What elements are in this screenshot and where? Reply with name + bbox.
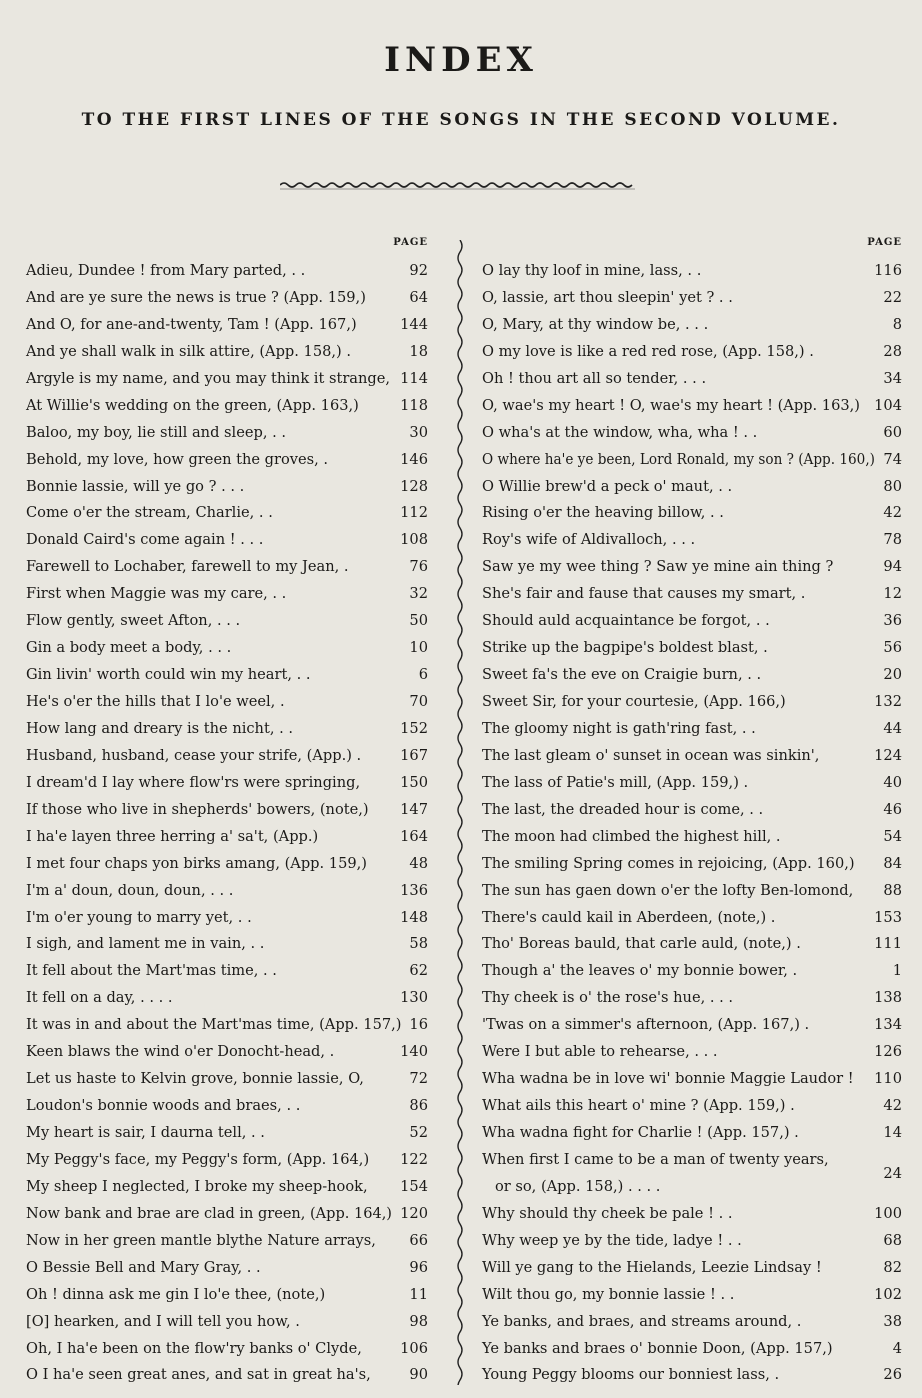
entry-first-line: Saw ye my wee thing ? Saw ye mine ain thing ? (482, 558, 834, 576)
index-entry (482, 366, 902, 393)
left-entry-list (26, 258, 428, 1389)
index-entry (26, 1147, 428, 1174)
entry-first-line: Tho' Boreas bauld, that carle auld, (note,) . (482, 935, 801, 953)
entry-page-number: 12 (883, 585, 902, 603)
index-entry (482, 581, 902, 608)
index-entry (482, 985, 902, 1012)
index-entry (482, 1012, 902, 1039)
entry-first-line: My sheep I neglected, I broke my sheep-hook, (26, 1177, 368, 1195)
entry-page-number: 4 (892, 1339, 902, 1357)
entry-page-number: 111 (874, 935, 902, 953)
entry-first-line: Gin livin' worth could win my heart, . . (26, 666, 311, 684)
index-entry (26, 905, 428, 932)
entry-page-number: 96 (409, 1258, 428, 1276)
index-entry (482, 905, 902, 932)
entry-first-line: O my love is like a red red rose, (App. 158,) . (482, 342, 814, 360)
entry-page-number: 8 (892, 315, 902, 333)
entry-first-line: I'm a' doun, doun, doun, . . . (26, 881, 234, 899)
entry-first-line: Strike up the bagpipe's boldest blast, . (482, 639, 768, 657)
entry-page-number: 80 (883, 477, 902, 495)
entry-page-number: 134 (874, 1016, 902, 1034)
entry-page-number: 32 (409, 585, 428, 603)
entry-first-line: And ye shall walk in silk attire, (App. 158,) . (26, 342, 352, 360)
index-entry (26, 770, 428, 797)
index-entry (26, 1362, 428, 1389)
entry-page-number: 124 (874, 746, 902, 764)
index-entry (482, 1336, 902, 1363)
entry-first-line: Rising o'er the heaving billow, . . (482, 504, 724, 522)
entry-page-number: 118 (400, 396, 428, 414)
right-column (482, 236, 902, 1389)
entry-first-line: The last, the dreaded hour is come, . . (482, 800, 764, 818)
entry-first-line: The last gleam o' sunset in ocean was sinkin', (482, 746, 820, 764)
entry-page-number: 48 (409, 854, 428, 872)
entry-first-line: Behold, my love, how green the groves, . (26, 450, 329, 468)
left-column (26, 236, 428, 1389)
index-entry (482, 474, 902, 501)
entry-page-number: 110 (874, 1070, 902, 1088)
index-entry (482, 527, 902, 554)
entry-first-line: [O] hearken, and I will tell you how, . (26, 1312, 300, 1330)
entry-first-line: Come o'er the stream, Charlie, . . (26, 504, 273, 522)
index-entry (26, 1174, 428, 1201)
entry-page-number: 114 (400, 369, 428, 387)
entry-page-number: 147 (400, 800, 428, 818)
index-entry (482, 1228, 902, 1255)
entry-page-number: 104 (874, 396, 902, 414)
index-entry (482, 743, 902, 770)
entry-page-number: 164 (400, 827, 428, 845)
entry-page-number: 50 (409, 612, 428, 630)
index-entry (482, 1255, 902, 1282)
entry-page-number: 46 (883, 800, 902, 818)
entry-page-number: 72 (409, 1070, 428, 1088)
entry-page-number: 130 (400, 989, 428, 1007)
index-entry (26, 581, 428, 608)
entry-page-number: 82 (883, 1258, 902, 1276)
index-entry (26, 1066, 428, 1093)
entry-first-line: It was in and about the Mart'mas time, (App. 157,) (26, 1016, 402, 1034)
index-entry (26, 608, 428, 635)
entry-first-line: I dream'd I lay where flow'rs were springing, (26, 773, 361, 791)
entry-page-number: 11 (409, 1285, 428, 1303)
entry-first-line: Baloo, my boy, lie still and sleep, . . (26, 423, 287, 441)
entry-first-line: Loudon's bonnie woods and braes, . . (26, 1097, 301, 1115)
index-entry (26, 1309, 428, 1336)
entry-page-number: 42 (883, 1097, 902, 1115)
entry-page-number: 54 (883, 827, 902, 845)
entry-first-line: My heart is sair, I daurna tell, . . (26, 1124, 265, 1141)
index-entry (26, 824, 428, 851)
index-entry (26, 447, 428, 474)
entry-page-number: 78 (883, 531, 902, 549)
entry-page-number: 98 (409, 1312, 428, 1330)
entry-first-line: Though a' the leaves o' my bonnie bower, . (482, 962, 798, 980)
index-entry (26, 474, 428, 501)
entry-first-line: Let us haste to Kelvin grove, bonnie lassie, O, (26, 1070, 364, 1088)
entry-page-number: 128 (400, 477, 428, 495)
entry-page-number: 153 (874, 908, 902, 926)
entry-page-number: 144 (400, 315, 428, 333)
index-entry (482, 770, 902, 797)
entry-page-number: 106 (400, 1339, 428, 1357)
entry-first-line: O Willie brew'd a peck o' maut, . . (482, 477, 733, 495)
entry-first-line: She's fair and fause that causes my smart, . (482, 585, 806, 603)
index-entry (26, 931, 428, 958)
entry-continuation-line: or so, (App. 158,) . . . . (495, 1177, 661, 1195)
entry-page-number: 62 (409, 962, 428, 980)
page-subtitle: TO THE FIRST LINES OF THE SONGS IN THE SECOND VOLUME. (81, 110, 841, 130)
entry-first-line: Thy cheek is o' the rose's hue, . . . (482, 989, 734, 1007)
entry-first-line: O wha's at the window, wha, wha ! . . (482, 423, 758, 441)
index-entry (482, 285, 902, 312)
entry-first-line: Farewell to Lochaber, farewell to my Jean, . (26, 558, 349, 576)
index-entry (482, 339, 902, 366)
index-entry (26, 1120, 428, 1147)
index-entry (26, 258, 428, 285)
entry-first-line: O, wae's my heart ! O, wae's my heart ! (App. 163,) (482, 396, 860, 414)
right-entry-list (482, 258, 902, 1389)
entry-first-line: Oh ! thou art all so tender, . . . (482, 369, 707, 387)
entry-page-number: 92 (409, 262, 428, 279)
entry-page-number: 42 (883, 504, 902, 522)
entry-first-line: Donald Caird's come again ! . . . (26, 531, 264, 549)
entry-first-line: At Willie's wedding on the green, (App. 163,) (26, 396, 359, 414)
entry-page-number: 150 (400, 773, 428, 791)
entry-first-line: Now in her green mantle blythe Nature arrays, (26, 1231, 376, 1249)
entry-page-number: 120 (400, 1204, 428, 1222)
entry-first-line: When first I came to be a man of twenty years, (482, 1150, 829, 1168)
entry-page-number: 14 (883, 1124, 902, 1141)
entry-page-number: 94 (883, 558, 902, 576)
entry-first-line: I'm o'er young to marry yet, . . (26, 908, 252, 926)
entry-first-line: It fell about the Mart'mas time, . . (26, 962, 277, 980)
entry-page-number: 22 (883, 288, 902, 306)
entry-page-number: 88 (883, 881, 902, 899)
entry-page-number: 56 (883, 639, 902, 657)
entry-page-number: 20 (883, 666, 902, 684)
index-entry (482, 608, 902, 635)
entry-first-line: Oh, I ha'e been on the flow'ry banks o' Clyde, (26, 1339, 362, 1357)
entry-page-number: 146 (400, 450, 428, 468)
entry-page-number: 60 (883, 423, 902, 441)
index-entry (482, 662, 902, 689)
entry-first-line: O Bessie Bell and Mary Gray, . . (26, 1258, 261, 1276)
entry-page-number: 28 (883, 342, 902, 360)
entry-first-line: Why weep ye by the tide, ladye ! . . (482, 1231, 742, 1249)
index-entry (26, 1282, 428, 1309)
entry-first-line: There's cauld kail in Aberdeen, (note,) . (482, 908, 776, 926)
entry-first-line: Argyle is my name, and you may think it strange, (26, 369, 391, 387)
entry-first-line: Keen blaws the wind o'er Donocht-head, . (26, 1043, 335, 1061)
entry-first-line: I sigh, and lament me in vain, . . (26, 935, 265, 953)
entry-page-number: 167 (400, 746, 428, 764)
index-entry (26, 716, 428, 743)
entry-page-number: 58 (409, 935, 428, 953)
entry-first-line: Sweet fa's the eve on Craigie burn, . . (482, 666, 762, 684)
entry-page-number: 6 (418, 666, 428, 684)
entry-first-line: I met four chaps yon birks amang, (App. 159,) (26, 854, 367, 872)
entry-first-line: The gloomy night is gath'ring fast, . . (482, 719, 756, 737)
entry-page-number: 16 (409, 1016, 428, 1034)
entry-first-line: Should auld acquaintance be forgot, . . (482, 612, 770, 630)
entry-page-number: 66 (409, 1231, 428, 1249)
entry-first-line: Sweet Sir, for your courtesie, (App. 166,) (482, 693, 786, 710)
index-entry (482, 851, 902, 878)
index-entry (26, 500, 428, 527)
entry-first-line: First when Maggie was my care, . . (26, 585, 287, 603)
entry-first-line: Wilt thou go, my bonnie lassie ! . . (482, 1285, 735, 1303)
entry-page-number: 76 (409, 558, 428, 576)
index-entry (482, 393, 902, 420)
entry-page-number: 34 (883, 369, 902, 387)
index-entry (482, 554, 902, 581)
entry-page-number: 148 (400, 908, 428, 926)
entry-first-line: Will ye gang to the Hielands, Leezie Lindsay ! (482, 1258, 822, 1276)
entry-first-line: Why should thy cheek be pale ! . . (482, 1204, 733, 1222)
entry-first-line: It fell on a day, . . . . (26, 989, 173, 1007)
entry-page-number: 84 (883, 854, 902, 872)
index-entry (26, 1012, 428, 1039)
index-entry (26, 851, 428, 878)
entry-page-number: 18 (409, 342, 428, 360)
index-entry (26, 393, 428, 420)
entry-page-number: 74 (883, 450, 902, 468)
index-entry (482, 1201, 902, 1228)
index-entry (482, 1066, 902, 1093)
index-entry (482, 689, 902, 716)
entry-page-number: 86 (409, 1097, 428, 1115)
index-entry (482, 500, 902, 527)
index-entry (482, 1147, 902, 1201)
entry-first-line: And O, for ane-and-twenty, Tam ! (App. 167,) (26, 315, 357, 333)
entry-first-line: The moon had climbed the highest hill, . (482, 827, 781, 845)
index-entry (26, 985, 428, 1012)
entry-first-line: Oh ! dinna ask me gin I lo'e thee, (note,) (26, 1285, 326, 1303)
entry-first-line: The sun has gaen down o'er the lofty Ben-lomond, (482, 881, 854, 899)
index-entry (482, 447, 902, 474)
entry-page-number: 10 (409, 639, 428, 657)
index-entry (26, 958, 428, 985)
column-divider (445, 240, 475, 1385)
index-entry (482, 797, 902, 824)
entry-page-number: 30 (409, 423, 428, 441)
entry-first-line: Bonnie lassie, will ye go ? . . . (26, 477, 245, 495)
entry-page-number: 116 (874, 262, 902, 279)
entry-page-number: 138 (874, 989, 902, 1007)
entry-first-line: Roy's wife of Aldivalloch, . . . (482, 531, 696, 549)
index-entry (482, 931, 902, 958)
index-entry (26, 743, 428, 770)
index-entry (482, 635, 902, 662)
index-entry (26, 420, 428, 447)
entry-first-line: And are ye sure the news is true ? (App. 159,) (26, 288, 366, 306)
index-entry (482, 312, 902, 339)
index-entry (482, 878, 902, 905)
entry-first-line: Were I but able to rehearse, . . . (482, 1043, 718, 1061)
entry-first-line: 'Twas on a simmer's afternoon, (App. 167,) . (482, 1016, 810, 1034)
index-entry (26, 878, 428, 905)
entry-page-number: 44 (883, 719, 902, 737)
index-entry (482, 1362, 902, 1389)
entry-first-line: Wha wadna be in love wi' bonnie Maggie Laudor ! (482, 1070, 854, 1088)
entry-page-number: 90 (409, 1366, 428, 1384)
entry-first-line: O I ha'e seen great anes, and sat in great ha's, (26, 1366, 371, 1384)
entry-first-line: If those who live in shepherds' bowers, (note,) (26, 800, 369, 818)
entry-first-line: Now bank and brae are clad in green, (App. 164,) (26, 1204, 392, 1222)
entry-page-number: 36 (883, 612, 902, 630)
index-entry (482, 1039, 902, 1066)
index-entry (26, 635, 428, 662)
index-entry (482, 1120, 902, 1147)
page-title: INDEX (384, 40, 538, 80)
entry-page-number: 70 (409, 693, 428, 710)
entry-first-line: Gin a body meet a body, . . . (26, 639, 232, 657)
entry-page-number: 126 (874, 1043, 902, 1061)
entry-first-line: Husband, husband, cease your strife, (App.) . (26, 746, 362, 764)
entry-page-number: 132 (874, 693, 902, 710)
entry-first-line: The lass of Patie's mill, (App. 159,) . (482, 773, 749, 791)
index-entry (26, 366, 428, 393)
entry-first-line: Wha wadna fight for Charlie ! (App. 157,) . (482, 1124, 799, 1141)
entry-page-number: 108 (400, 531, 428, 549)
entry-first-line: My Peggy's face, my Peggy's form, (App. 164,) (26, 1150, 370, 1168)
entry-first-line: What ails this heart o' mine ? (App. 159,) . (482, 1097, 795, 1115)
entry-page-number: 1 (892, 962, 902, 980)
index-entry (26, 527, 428, 554)
index-entry (482, 824, 902, 851)
index-entry (482, 420, 902, 447)
index-entry (26, 1336, 428, 1363)
entry-page-number: 152 (400, 719, 428, 737)
index-entry (26, 1093, 428, 1120)
index-entry (26, 1228, 428, 1255)
index-entry (482, 1282, 902, 1309)
index-entry (482, 716, 902, 743)
entry-first-line: O, lassie, art thou sleepin' yet ? . . (482, 288, 733, 306)
entry-page-number: 136 (400, 881, 428, 899)
entry-first-line: How lang and dreary is the nicht, . . (26, 719, 294, 737)
index-entry (26, 689, 428, 716)
entry-page-number: 40 (883, 773, 902, 791)
entry-first-line: The smiling Spring comes in rejoicing, (App. 160,) (482, 854, 855, 872)
entry-page-number: 154 (400, 1177, 428, 1195)
entry-page-number: 38 (883, 1312, 902, 1330)
entry-page-number: 24 (883, 1164, 902, 1182)
entry-first-line: Flow gently, sweet Afton, . . . (26, 612, 241, 630)
index-entry (482, 258, 902, 285)
index-entry (26, 1039, 428, 1066)
page-column-header: PAGE (393, 237, 428, 248)
entry-page-number: 100 (874, 1204, 902, 1222)
entry-first-line: O, Mary, at thy window be, . . . (482, 315, 709, 333)
ornamental-rule (280, 178, 635, 192)
index-entry (26, 662, 428, 689)
entry-first-line: O where ha'e ye been, Lord Ronald, my son ? (App. 160,) (482, 450, 875, 468)
page-column-header: PAGE (867, 237, 902, 248)
index-entry (26, 554, 428, 581)
entry-first-line: Ye banks, and braes, and streams around, . (482, 1312, 802, 1330)
entry-first-line: He's o'er the hills that I lo'e weel, . (26, 693, 285, 710)
entry-page-number: 122 (400, 1150, 428, 1168)
index-entry (26, 285, 428, 312)
index-entry (482, 958, 902, 985)
entry-page-number: 68 (883, 1231, 902, 1249)
entry-first-line: Adieu, Dundee ! from Mary parted, . . (26, 262, 306, 279)
entry-first-line: I ha'e layen three herring a' sa't, (App.) (26, 827, 319, 845)
index-entry (26, 1255, 428, 1282)
entry-first-line: Young Peggy blooms our bonniest lass, . (482, 1366, 780, 1384)
index-entry (26, 797, 428, 824)
index-entry (26, 339, 428, 366)
index-entry (482, 1093, 902, 1120)
index-entry (26, 1201, 428, 1228)
entry-page-number: 64 (409, 288, 428, 306)
entry-page-number: 112 (400, 504, 428, 522)
entry-page-number: 140 (400, 1043, 428, 1061)
entry-page-number: 52 (409, 1124, 428, 1141)
index-entry (482, 1309, 902, 1336)
entry-first-line: Ye banks and braes o' bonnie Doon, (App. 157,) (482, 1339, 833, 1357)
entry-first-line: O lay thy loof in mine, lass, . . (482, 262, 702, 279)
entry-page-number: 26 (883, 1366, 902, 1384)
index-entry (26, 312, 428, 339)
entry-page-number: 102 (874, 1285, 902, 1303)
